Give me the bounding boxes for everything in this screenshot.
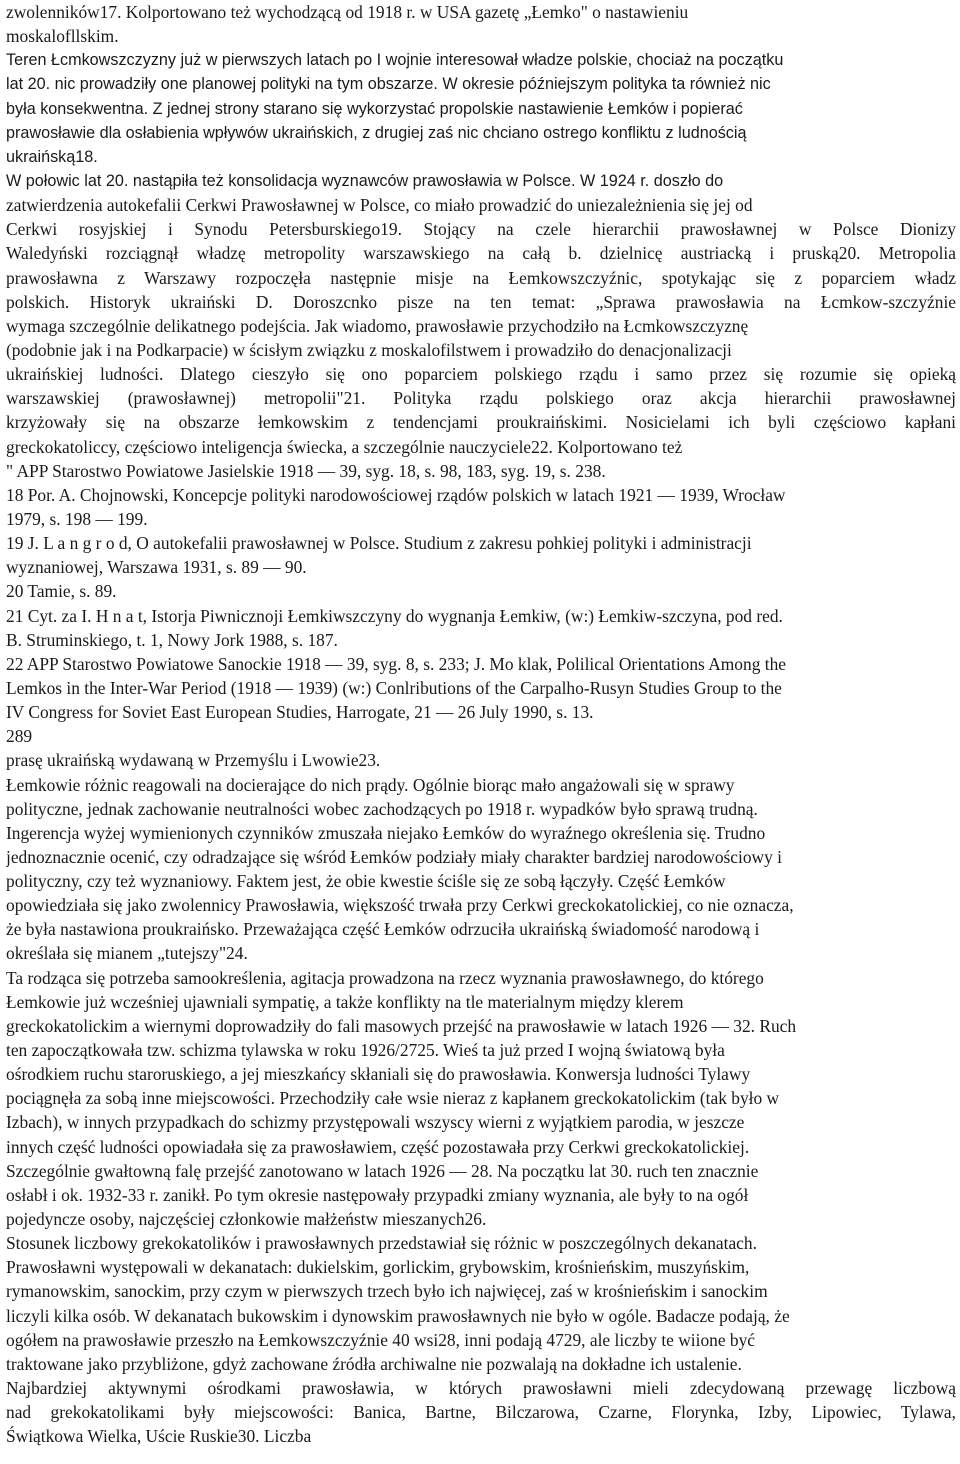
text-line: (podobnie jak i na Podkarpacie) w ścisłym związku z moskalofilstwem i prowadziło do denacjonalizacji bbox=[6, 339, 732, 360]
text-line: 18 Por. A. Chojnowski, Koncepcje polityki narodowościowej rządów polskich w latach 1921 — 1939, Wrocław bbox=[6, 484, 786, 505]
text-line: 21 Cyt. za I. H n a t, Istorja Piwnicznoji Łemkiwszczyny do wygnanja Łemkiw, (w:) Łemkiw-szczyna, pod red. bbox=[6, 605, 783, 626]
text-line: innych część ludności opowiadała się za prawosławiem, część pozostawała przy Cerkwi greckokatolickiej. bbox=[6, 1136, 750, 1157]
text-line: jednoznacznie ocenić, czy odradzające się wśród Łemków podziały miały charakter bardziej narodowościowy i bbox=[6, 846, 782, 867]
text-line: zwolenników17. Kolportowano też wychodzącą od 1918 r. w USA gazetę „Łemko" o nastawieniu bbox=[6, 2, 689, 22]
text-line: Świątkowa Wielka, Uście Ruskie30. Liczba bbox=[6, 1426, 312, 1447]
text-line: Najbardziej aktywnymi ośrodkami prawosławia, w których prawosławni mieli zdecydowaną przewagę liczbową bbox=[6, 1378, 956, 1399]
text-line: greckokatolickim a wiernymi doprowadziły do fali masowych przejść na prawosławie w latach 1926 — 32. Ruch bbox=[6, 1015, 797, 1036]
text-line: prawosławna z Warszawy rozpoczęła następnie misje na Łemkowszczyźnic, spotykając się z poparciem władz bbox=[6, 267, 956, 288]
text-line: Cerkwi rosyjskiej i Synodu Petersburskiego19. Stojący na czele hierarchii prawosławnej w Polsce Dionizy bbox=[6, 219, 956, 240]
text-line: że była nastawiona proukraińsko. Przeważająca część Łemków odrzuciła ukraińską świadomość narodową i bbox=[6, 919, 760, 940]
text-line: była konsekwentna. Z jednej strony starano się wykorzystać propolskie nastawienie Łemków i popierać bbox=[6, 99, 743, 118]
text-line: Łemkowie różnic reagowali na docierające do nich prądy. Ogólnie biorąc mało angażowali się w sprawy bbox=[6, 774, 735, 795]
text-line: ośrodkiem ruchu staroruskiego, a jej mieszkańcy skłaniali się do prawosławia. Konwersja ludności Tylawy bbox=[6, 1064, 751, 1085]
text-line: ten zapoczątkowała tzw. schizma tylawska w roku 1926/2725. Wieś ta już przed I wojną światową była bbox=[6, 1040, 725, 1061]
text-line: Teren Łcmkowszczyzny już w pierwszych latach po I wojnie interesował władze polskie, chociaż na początku bbox=[6, 51, 784, 70]
text-line: prasę ukraińską wydawaną w Przemyślu i Lwowie23. bbox=[6, 750, 381, 771]
text-line: osłabł i ok. 1932-33 r. zanikł. Po tym okresie następowały przypadki zmiany wyznania, ale były to na ogół bbox=[6, 1184, 749, 1205]
text-line: 289 bbox=[6, 726, 33, 747]
text-line: liczyli kilka osób. W dekanatach bukowskim i dynowskim prawosławnych nie było w ogóle. Badacze podają, że bbox=[6, 1305, 790, 1326]
text-line: Lemkos in the Inter-War Period (1918 — 1939) (w:) Conlributions of the Carpalho-Rusyn Studies Group to the bbox=[6, 677, 782, 698]
text-line: IV Congress for Soviet East European Studies, Harrogate, 21 — 26 July 1990, s. 13. bbox=[6, 702, 594, 723]
text-line: pociągnęła za sobą inne miejscowości. Przechodziły całe wsie nieraz z kapłanem greckokatolickim (tak było w bbox=[6, 1088, 780, 1109]
text-line: ogółem na prawosławie przeszło na Łemkowszczyźnie 40 wsi28, inni podają 4729, ale liczby te wiione być bbox=[6, 1329, 756, 1350]
text-line: określała się mianem „tutejszy"24. bbox=[6, 943, 248, 964]
text-line: Waledyński rozciągnął władzę metropolity warszawskiego na całą b. dzielnicę austriacką i pruską20. Metropolia bbox=[6, 243, 956, 264]
text-line: polityczny, czy też wyznaniowy. Faktem jest, że obie kwestie ściśle się ze sobą łączyły. Część Łemków bbox=[6, 871, 726, 892]
text-line: Ingerencja wyżej wymienionych czynników zmuszała niejako Łemków do wyraźnego określenia się. Trudno bbox=[6, 822, 766, 843]
text-line: zatwierdzenia autokefalii Cerkwi Prawosławnej w Polsce, co miało prowadzić do uniezależnienia się jej od bbox=[6, 195, 753, 216]
text-line: opowiedziała się jako zwolennicy Prawosławia, większość trwała przy Cerkwi greckokatolickiej, co nie oznacza, bbox=[6, 895, 794, 916]
text-line: Izbach), w innych przypadkach do schizmy przystępowali wszyscy wierni z wyjątkiem parodia, w jeszcze bbox=[6, 1112, 745, 1133]
text-line: Prawosławni występowali w dekanatach: dukielskim, gorlickim, grybowskim, krośnieńskim, muszyńskim, bbox=[6, 1257, 750, 1278]
text-line: wymaga szczególnie delikatnego podejścia. Jak wiadomo, prawosławie przychodziło na Łcmkowszczyznę bbox=[6, 315, 749, 336]
text-line: wyznaniowej, Warszawa 1931, s. 89 — 90. bbox=[6, 557, 307, 578]
text-line: greckokatoliccy, częściowo inteligencja świecka, a szczególnie nauczyciele22. Kolportowano też bbox=[6, 436, 683, 457]
text-line: W połowic lat 20. nastąpiła też konsolidacja wyznawców prawosławia w Polsce. W 1924 r. doszło do bbox=[6, 171, 724, 190]
text-line: prawosławie dla osłabienia wpływów ukraińskich, z drugiej zaś nic chciano ostrego konfliktu z ludnością bbox=[6, 123, 747, 142]
text-line: rymanowskim, sanockim, przy czym w pierwszych trzech było ich najwięcej, zaś w krośnieńskim i sanockim bbox=[6, 1281, 768, 1302]
document-page bbox=[6, 0, 956, 1464]
text-line: Łemkowie już wcześniej ujawniali sympatię, a także konflikty na tle materialnym między klerem bbox=[6, 991, 684, 1012]
text-line: Stosunek liczbowy grekokatolików i prawosławnych przedstawiał się różnic w poszczególnych dekanatach. bbox=[6, 1233, 757, 1254]
text-line: nad grekokatolikami były miejscowości: Banica, Bartne, Bilczarowa, Czarne, Florynka, Izby, Lipowiec, Tylawa, bbox=[6, 1402, 956, 1423]
text-line: pojedyncze osoby, najczęściej członkowie małżeństw mieszanych26. bbox=[6, 1209, 487, 1230]
text-line: " APP Starostwo Powiatowe Jasielskie 1918 — 39, syg. 18, s. 98, 183, syg. 19, s. 238. bbox=[6, 460, 606, 481]
text-line: ukraińską18. bbox=[6, 147, 98, 166]
text-line: 1979, s. 198 — 199. bbox=[6, 508, 148, 529]
text-line: warszawskiej (prawosławnej) metropolii"21. Polityka rządu polskiego oraz akcja hierarchii prawosławnej bbox=[6, 388, 956, 409]
text-line: traktowane jako przybliżone, gdyż zachowane źródła archiwalne nie pozwalają na dokładne ich ustalenie. bbox=[6, 1353, 742, 1374]
text-line: polityczne, jednak zachowanie neutralności wobec zachodzących po 1918 r. wypadków było sprawą trudną. bbox=[6, 798, 758, 819]
text-line: B. Struminskiego, t. 1, Nowy Jork 1988, s. 187. bbox=[6, 629, 338, 650]
text-line: krzyżowały się na obszarze łemkowskim z tendencjami proukraińskimi. Nosicielami ich byli częściowo kapłani bbox=[6, 412, 956, 433]
text-line: lat 20. nic prowadziły one planowej polityki na tym obszarze. W okresie późniejszym polityka ta również nic bbox=[6, 75, 771, 94]
text-line: Szczególnie gwałtowną falę przejść zanotowano w latach 1926 — 28. Na początku lat 30. ruch ten znacznie bbox=[6, 1160, 759, 1181]
text-line: 20 Tamie, s. 89. bbox=[6, 581, 117, 602]
text-line: moskalofllskim. bbox=[6, 26, 119, 47]
text-line: 22 APP Starostwo Powiatowe Sanockie 1918 — 39, syg. 8, s. 233; J. Mo klak, Polilical Orientations Among the bbox=[6, 653, 786, 674]
text-line: polskich. Historyk ukraiński D. Doroszcnko pisze na ten temat: „Sprawa prawosławia na Łcmkow-szczyźnie bbox=[6, 291, 956, 312]
text-line: 19 J. L a n g r o d, O autokefalii prawosławnej w Polsce. Studium z zakresu pohkiej polityki i administracji bbox=[6, 533, 752, 554]
text-line: Ta rodząca się potrzeba samookreślenia, agitacja prowadzona na rzecz wyznania prawosławnego, do którego bbox=[6, 967, 764, 988]
text-line: ukraińskiej ludności. Dlatego cieszyło się ono poparciem polskiego rządu i samo przez się rozumie się opieką bbox=[6, 364, 956, 385]
